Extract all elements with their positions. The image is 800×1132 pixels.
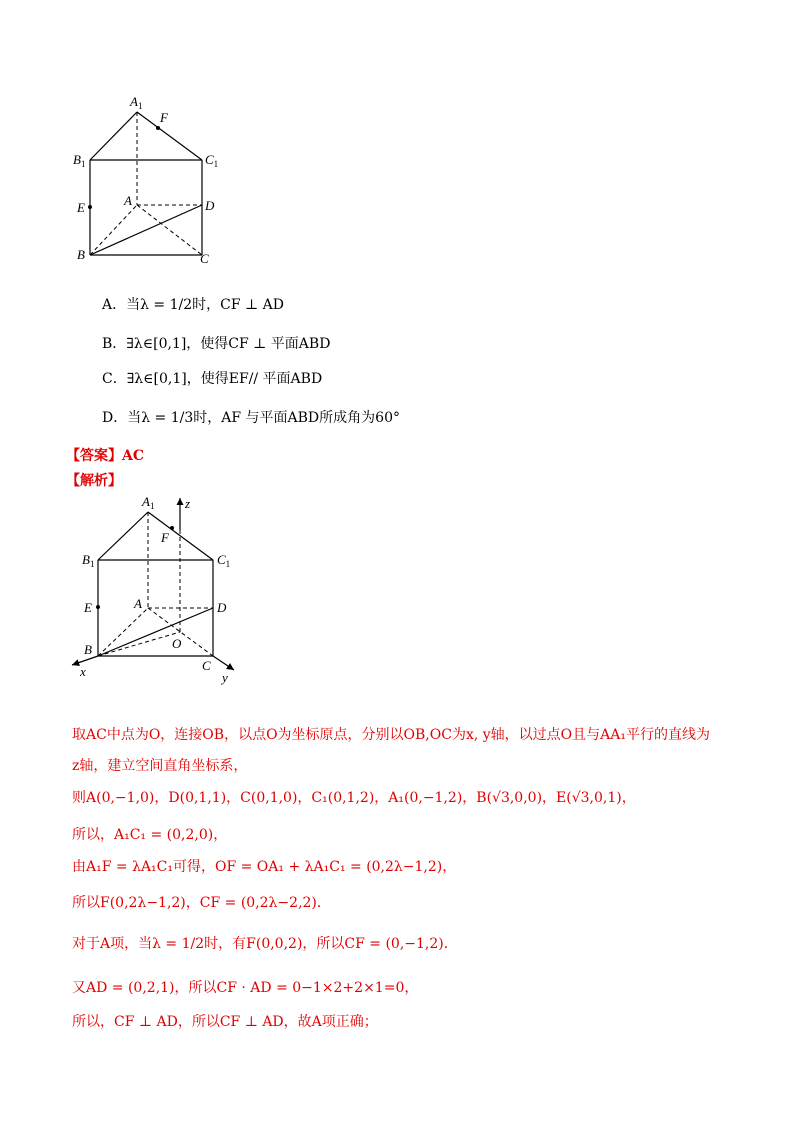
label-x: x — [80, 664, 86, 679]
solution-line-6: 所以F(0,2λ−1,2)，CF = (0,2λ−2,2)． — [72, 895, 331, 911]
solution-line-5: 由A₁F = λA₁C₁可得，OF = OA₁ + λA₁C₁ = (0,2λ−1,2)， — [72, 859, 457, 875]
label-A: A — [134, 596, 142, 611]
option-d: D．当λ = 1/3时，AF 与平面ABD所成角为60° — [102, 410, 400, 426]
solution-line-7: 对于A项，当λ = 1/2时，有F(0,0,2)，所以CF = (0,−1,2)． — [72, 936, 458, 952]
prism-hidden-edges — [90, 112, 202, 255]
label-C1: $C_1$ — [205, 152, 219, 169]
label-C1: $C_1$ — [217, 552, 231, 569]
y-axis — [213, 656, 234, 670]
label-E: E — [84, 600, 92, 615]
answer-line — [66, 445, 144, 465]
option-b: B．∃λ∈[0,1]，使得CF ⊥ 平面ABD — [102, 336, 331, 352]
solution-line-2: z轴，建立空间直角坐标系， — [72, 758, 248, 774]
point-E — [88, 205, 92, 209]
label-A1: $A_1$ — [130, 94, 143, 111]
label-A: A — [124, 193, 132, 208]
label-D: D — [205, 198, 215, 213]
solution-line-3: 则A(0,−1,0)，D(0,1,1)，C(0,1,0)，C₁(0,1,2)，A₁(0,−1,2)，B(√3,0,0)，E(√3,0,1)， — [72, 790, 636, 806]
solution-line-4: 所以，A₁C₁ = (0,2,0)， — [72, 827, 228, 843]
figure-prism-2 — [60, 490, 260, 690]
point-F — [156, 126, 160, 130]
label-C: C — [200, 251, 209, 266]
label-B1: $B_1$ — [82, 552, 95, 569]
label-C: C — [202, 658, 211, 673]
solution-line-8: 又AD = (0,2,1)，所以CF · AD = 0−1×2+2×1=0， — [72, 980, 419, 996]
prism2-solid-edges — [98, 512, 213, 656]
figure-prism-1 — [60, 92, 240, 272]
solution-line-1: 取AC中点为O，连接OB，以点O为坐标原点，分别以OB,OC为x, y轴，以过点O且与AA₁平行的直线为 — [72, 727, 710, 743]
answer-label: 【答案】 — [66, 448, 122, 464]
label-B: B — [77, 247, 85, 262]
prism-solid-edges — [90, 112, 202, 255]
coordinate-axes — [72, 498, 234, 670]
prism2-hidden-edges — [98, 512, 213, 656]
label-z: z — [185, 496, 191, 511]
label-B: B — [84, 642, 92, 657]
label-D: D — [217, 600, 227, 615]
point-E — [96, 605, 100, 609]
label-E: E — [77, 200, 85, 215]
point-F — [170, 526, 174, 530]
label-O: O — [172, 636, 182, 651]
label-A1: $A_1$ — [142, 494, 155, 511]
label-F: F — [161, 530, 169, 545]
option-c: C．∃λ∈[0,1]，使得EF// 平面ABD — [102, 371, 323, 387]
option-a: A．当λ = 1/2时，CF ⊥ AD — [102, 297, 284, 313]
label-F: F — [160, 110, 168, 125]
label-y: y — [222, 670, 228, 685]
label-B1: $B_1$ — [73, 152, 86, 169]
solution-line-9: 所以，CF ⊥ AD，所以CF ⊥ AD，故A项正确； — [72, 1014, 378, 1030]
analysis-label: 【解析】 — [66, 473, 122, 489]
answer-value: AC — [122, 448, 145, 464]
